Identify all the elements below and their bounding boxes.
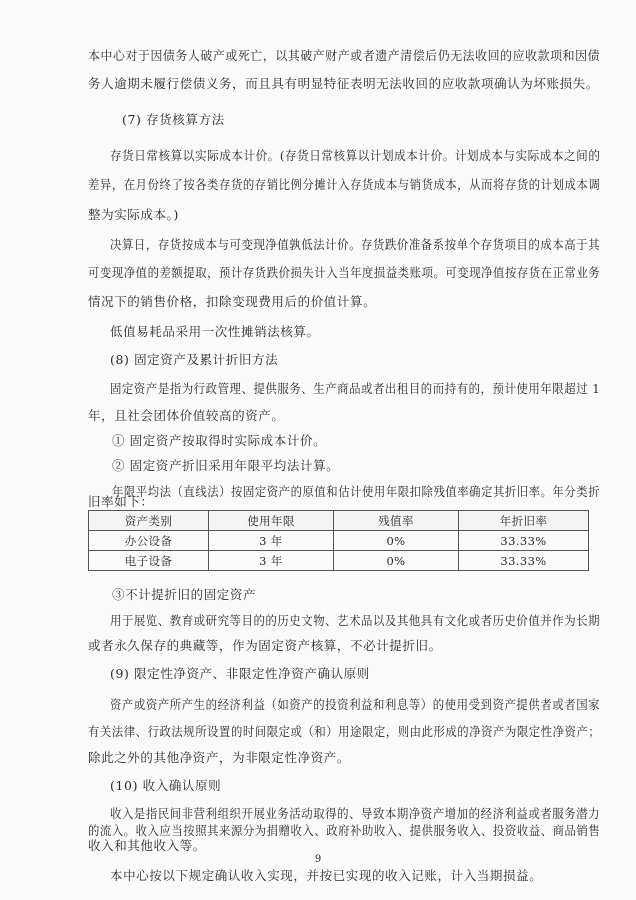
table-header-cell: 使用年限 [209, 511, 334, 531]
table-cell: 3 年 [209, 531, 334, 551]
section-heading: (9) 限定性净资产、非限定性净资产确认原则 [110, 666, 370, 681]
paragraph-line: 年，且社会团体价值较高的资产。 [88, 408, 285, 423]
paragraph-line: 固定资产是指为行政管理、提供服务、生产商品或者出租目的而持有的，预计使用年限超过 1 [110, 381, 601, 396]
section-heading: (10) 收入确认原则 [110, 778, 222, 793]
table-cell: 办公设备 [89, 531, 209, 551]
table-cell: 0% [334, 531, 459, 551]
table-cell: 33.33% [459, 531, 589, 551]
paragraph-line: 存货日常核算以实际成本计价。(存货日常核算以计划成本计价。计划成本与实际成本之间的 [110, 148, 601, 163]
list-item: ① 固定资产按取得时实际成本计价。 [112, 433, 327, 448]
table-cell: 3 年 [209, 551, 334, 571]
paragraph-line: 务人逾期未履行偿债义务，而且具有明显特征表明无法收回的应收款项确认为坏账损失。 [88, 76, 599, 91]
paragraph-line: 本中心对于因债务人破产或死亡，以其破产财产或者遗产清偿后仍无法收回的应收款项和因债 [88, 48, 601, 63]
paragraph-line: 整为实际成本。) [88, 207, 179, 222]
paragraph-line: 旧率如下： [88, 494, 154, 509]
paragraph-line: 资产或资产所产生的经济利益（如资产的投资利益和利息等）的使用受到资产提供者或者国家 [110, 697, 601, 712]
table-header-cell: 年折旧率 [459, 511, 589, 531]
page-number: 9 [314, 854, 322, 865]
paragraph-line: 除此之外的其他净资产，为非限定性净资产。 [88, 750, 351, 765]
table-cell: 0% [334, 551, 459, 571]
depreciation-table [88, 510, 589, 571]
table-row [89, 531, 589, 551]
table-header-cell: 残值率 [334, 511, 459, 531]
paragraph-line: 用于展览、教育或研究等目的的历史文物、艺术品以及其他具有文化或者历史价值并作为长期 [110, 613, 601, 628]
list-item: ③不计提折旧的固定资产 [112, 587, 257, 602]
paragraph-line: 年限平均法（直线法）按固定资产的原值和估计使用年限扣除残值率确定其折旧率。年分类折 [112, 484, 601, 499]
paragraph-line: 收入和其他收入等。 [88, 838, 206, 853]
paragraph-line: 有关法律、行政法规所设置的时间限定或（和）用途限定，则由此形成的净资产为限定性净资产； [88, 724, 601, 739]
table-cell: 电子设备 [89, 551, 209, 571]
paragraph-line: 低值易耗品采用一次性摊销法核算。 [110, 324, 320, 339]
paragraph-line: 或者永久保存的典藏等，作为固定资产核算，不必计提折旧。 [88, 638, 442, 653]
table-header-row [89, 511, 589, 531]
table-header-cell: 资产类别 [89, 511, 209, 531]
paragraph-line: 可变现净值的差额提取，预计存货跌价损失计入当年度损益类账项。可变现净值按存货在正常业务 [88, 265, 601, 280]
table-cell: 33.33% [459, 551, 589, 571]
paragraph-line: 的流入。收入应当按照其来源分为捐赠收入、政府补助收入、提供服务收入、投资收益、商品销售 [88, 823, 601, 838]
paragraph-line: 收入是指民间非营利组织开展业务活动取得的、导致本期净资产增加的经济利益或者服务潜力 [110, 806, 601, 821]
paragraph-line: 本中心按以下规定确认收入实现，并按已实现的收入记账，计入当期损益。 [110, 868, 543, 883]
paragraph-line: 差异，在月份终了按各类存货的存销比例分摊计入存货成本与销货成本，从而将存货的计划成本调 [88, 177, 601, 192]
list-item: ② 固定资产折旧采用年限平均法计算。 [112, 458, 340, 473]
section-heading: (8) 固定资产及累计折旧方法 [110, 352, 279, 367]
table-row [89, 551, 589, 571]
paragraph-line: 决算日，存货按成本与可变现净值孰低法计价。存货跌价准备系按单个存货项目的成本高于其 [110, 237, 601, 252]
paragraph-line: 情况下的销售价格，扣除变现费用后的价值计算。 [88, 294, 377, 309]
section-heading: (7) 存货核算方法 [122, 112, 225, 127]
